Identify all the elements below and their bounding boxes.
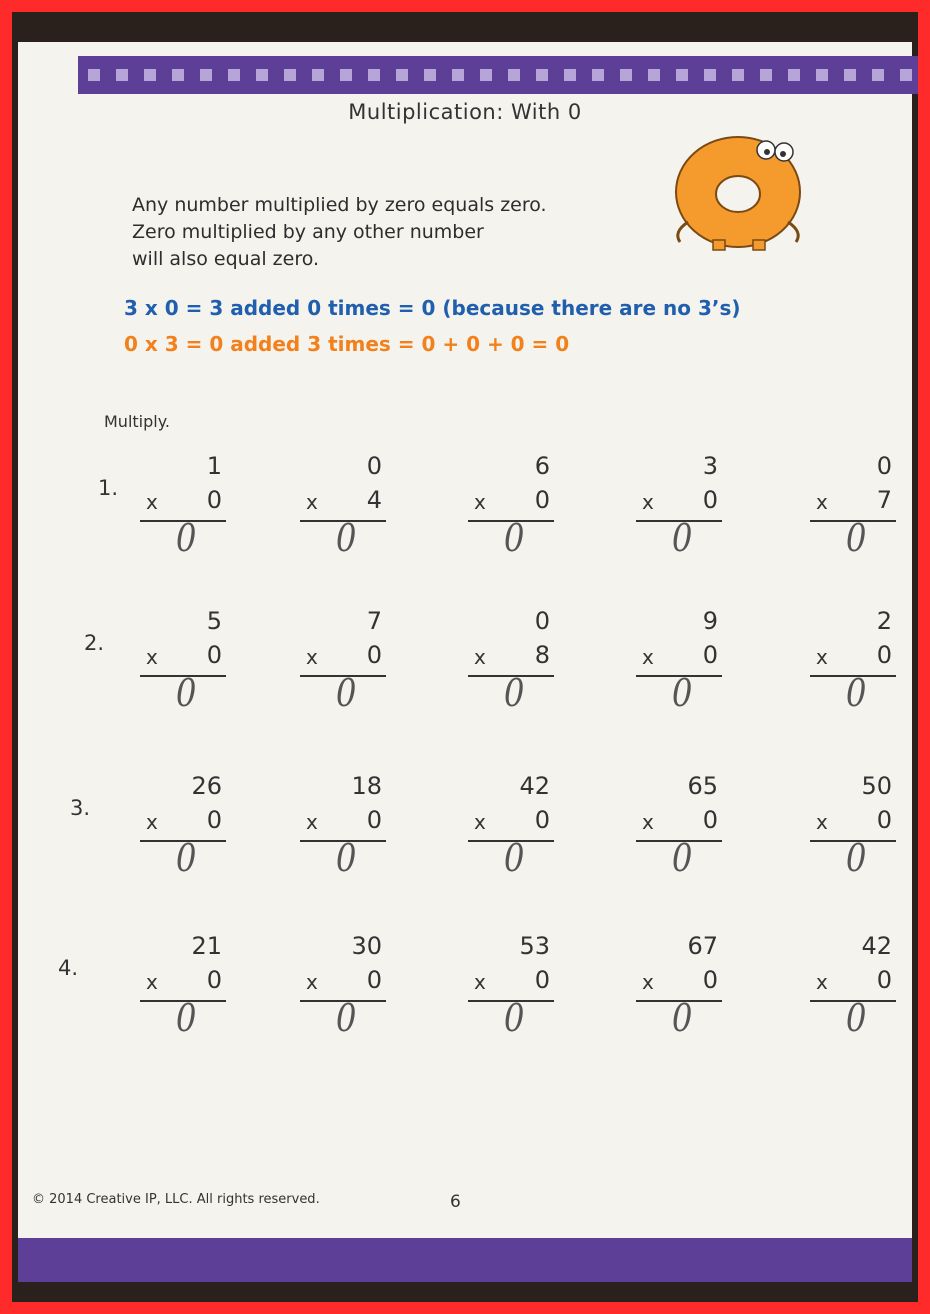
handwritten-answer: 0 [671, 516, 693, 560]
row-number: 1. [98, 476, 119, 500]
multiplicand: 65 [687, 772, 718, 800]
multiplicand: 7 [366, 607, 382, 635]
multiplicand: 42 [519, 772, 550, 800]
band-square-icon [228, 69, 240, 81]
handwritten-answer: 0 [175, 836, 197, 880]
band-square-icon [340, 69, 352, 81]
multiplication-problem [804, 772, 914, 892]
handwritten-answer: 0 [175, 996, 197, 1040]
intro-text [132, 192, 652, 273]
times-sign: x [816, 645, 828, 669]
multiplication-problem [462, 772, 572, 892]
band-square-icon [200, 69, 212, 81]
multiplicand: 0 [876, 452, 892, 480]
handwritten-answer: 0 [671, 996, 693, 1040]
worksheet-photo [12, 12, 918, 1302]
multiplicand: 21 [191, 932, 222, 960]
bottom-purple-band [18, 1238, 912, 1282]
band-square-icon [88, 69, 100, 81]
donut-mascot-icon [658, 122, 808, 252]
handwritten-answer: 0 [503, 516, 525, 560]
handwritten-answer: 0 [335, 836, 357, 880]
band-square-icon [900, 69, 912, 81]
band-square-icon [676, 69, 688, 81]
times-sign: x [146, 490, 158, 514]
band-square-icon [648, 69, 660, 81]
times-sign: x [642, 490, 654, 514]
band-square-icon [284, 69, 296, 81]
worksheet-page [18, 42, 912, 1282]
multiplier: 0 [206, 806, 222, 834]
multiplicand: 2 [876, 607, 892, 635]
handwritten-answer: 0 [503, 996, 525, 1040]
row-number: 3. [70, 796, 91, 820]
multiplication-problem [294, 772, 404, 892]
multiplier: 0 [702, 966, 718, 994]
handwritten-answer: 0 [845, 671, 867, 715]
multiplicand: 30 [351, 932, 382, 960]
multiplication-problem [804, 607, 914, 727]
multiplicand: 18 [351, 772, 382, 800]
handwritten-answer: 0 [175, 671, 197, 715]
multiplicand: 26 [191, 772, 222, 800]
handwritten-answer: 0 [503, 671, 525, 715]
multiplicand: 6 [534, 452, 550, 480]
multiplier: 0 [876, 966, 892, 994]
band-square-icon [704, 69, 716, 81]
band-square-icon [396, 69, 408, 81]
times-sign: x [306, 810, 318, 834]
multiplication-problem [630, 932, 740, 1052]
times-sign: x [642, 970, 654, 994]
multiplier: 0 [206, 486, 222, 514]
multiplicand: 53 [519, 932, 550, 960]
row-number: 2. [84, 631, 105, 655]
equation-blue: 3 x 0 = 3 added 0 times = 0 (because there are no 3’s) [124, 296, 741, 320]
band-square-icon [788, 69, 800, 81]
times-sign: x [816, 810, 828, 834]
handwritten-answer: 0 [335, 996, 357, 1040]
handwritten-answer: 0 [845, 516, 867, 560]
band-square-icon [760, 69, 772, 81]
multiplicand: 50 [861, 772, 892, 800]
copyright-text: © 2014 Creative IP, LLC. All rights reserved. [32, 1192, 320, 1207]
band-square-icon [424, 69, 436, 81]
multiplier: 0 [702, 486, 718, 514]
handwritten-answer: 0 [503, 836, 525, 880]
equation-orange: 0 x 3 = 0 added 3 times = 0 + 0 + 0 = 0 [124, 332, 570, 356]
multiplication-problem [630, 772, 740, 892]
multiplier: 0 [534, 966, 550, 994]
multiplier: 7 [876, 486, 892, 514]
band-square-icon [508, 69, 520, 81]
band-square-icon [144, 69, 156, 81]
multiplier: 8 [534, 641, 550, 669]
band-square-icon [452, 69, 464, 81]
multiplier: 0 [366, 641, 382, 669]
band-square-icon [564, 69, 576, 81]
intro-line-3: will also equal zero. [132, 248, 320, 270]
multiplication-problem [294, 607, 404, 727]
band-square-icon [368, 69, 380, 81]
intro-line-2: Zero multiplied by any other number [132, 221, 484, 243]
multiplication-problem [294, 932, 404, 1052]
page-number: 6 [450, 1192, 461, 1212]
times-sign: x [146, 810, 158, 834]
band-square-icon [844, 69, 856, 81]
multiplier: 0 [702, 641, 718, 669]
times-sign: x [474, 810, 486, 834]
multiplier: 0 [366, 806, 382, 834]
times-sign: x [474, 970, 486, 994]
multiplicand: 9 [702, 607, 718, 635]
intro-line-1: Any number multiplied by zero equals zero. [132, 194, 547, 216]
multiplication-problem [462, 932, 572, 1052]
band-square-icon [620, 69, 632, 81]
handwritten-answer: 0 [671, 836, 693, 880]
times-sign: x [306, 970, 318, 994]
multiplication-problem [134, 607, 244, 727]
instruction-text: Multiply. [104, 412, 170, 431]
times-sign: x [146, 970, 158, 994]
times-sign: x [816, 970, 828, 994]
multiplier: 0 [534, 806, 550, 834]
multiplier: 0 [876, 641, 892, 669]
multiplication-problem [134, 932, 244, 1052]
band-square-icon [256, 69, 268, 81]
multiplicand: 0 [534, 607, 550, 635]
multiplicand: 0 [366, 452, 382, 480]
band-square-icon [816, 69, 828, 81]
times-sign: x [642, 810, 654, 834]
band-square-icon [172, 69, 184, 81]
multiplier: 0 [366, 966, 382, 994]
band-square-icon [536, 69, 548, 81]
multiplier: 0 [534, 486, 550, 514]
top-purple-band [78, 56, 918, 94]
times-sign: x [474, 645, 486, 669]
multiplier: 0 [206, 966, 222, 994]
times-sign: x [816, 490, 828, 514]
band-square-icon [872, 69, 884, 81]
handwritten-answer: 0 [335, 671, 357, 715]
handwritten-answer: 0 [845, 996, 867, 1040]
multiplier: 0 [206, 641, 222, 669]
multiplier: 0 [702, 806, 718, 834]
band-square-icon [592, 69, 604, 81]
times-sign: x [306, 645, 318, 669]
multiplication-problem [294, 452, 404, 572]
multiplier: 0 [876, 806, 892, 834]
multiplicand: 42 [861, 932, 892, 960]
multiplication-problem [462, 607, 572, 727]
multiplier: 4 [366, 486, 382, 514]
band-square-icon [732, 69, 744, 81]
multiplication-problem [804, 452, 914, 572]
times-sign: x [146, 645, 158, 669]
multiplication-problem [630, 607, 740, 727]
band-square-icon [116, 69, 128, 81]
times-sign: x [474, 490, 486, 514]
page-title: Multiplication: With 0 [348, 100, 582, 124]
times-sign: x [642, 645, 654, 669]
multiplication-problem [630, 452, 740, 572]
multiplicand: 67 [687, 932, 718, 960]
multiplicand: 5 [206, 607, 222, 635]
handwritten-answer: 0 [671, 671, 693, 715]
band-square-icon [480, 69, 492, 81]
multiplication-problem [462, 452, 572, 572]
handwritten-answer: 0 [335, 516, 357, 560]
handwritten-answer: 0 [845, 836, 867, 880]
handwritten-answer: 0 [175, 516, 197, 560]
multiplication-problem [134, 772, 244, 892]
multiplicand: 3 [702, 452, 718, 480]
multiplicand: 1 [206, 452, 222, 480]
multiplication-problem [134, 452, 244, 572]
band-square-icon [312, 69, 324, 81]
multiplication-problem [804, 932, 914, 1052]
times-sign: x [306, 490, 318, 514]
row-number: 4. [58, 956, 79, 980]
